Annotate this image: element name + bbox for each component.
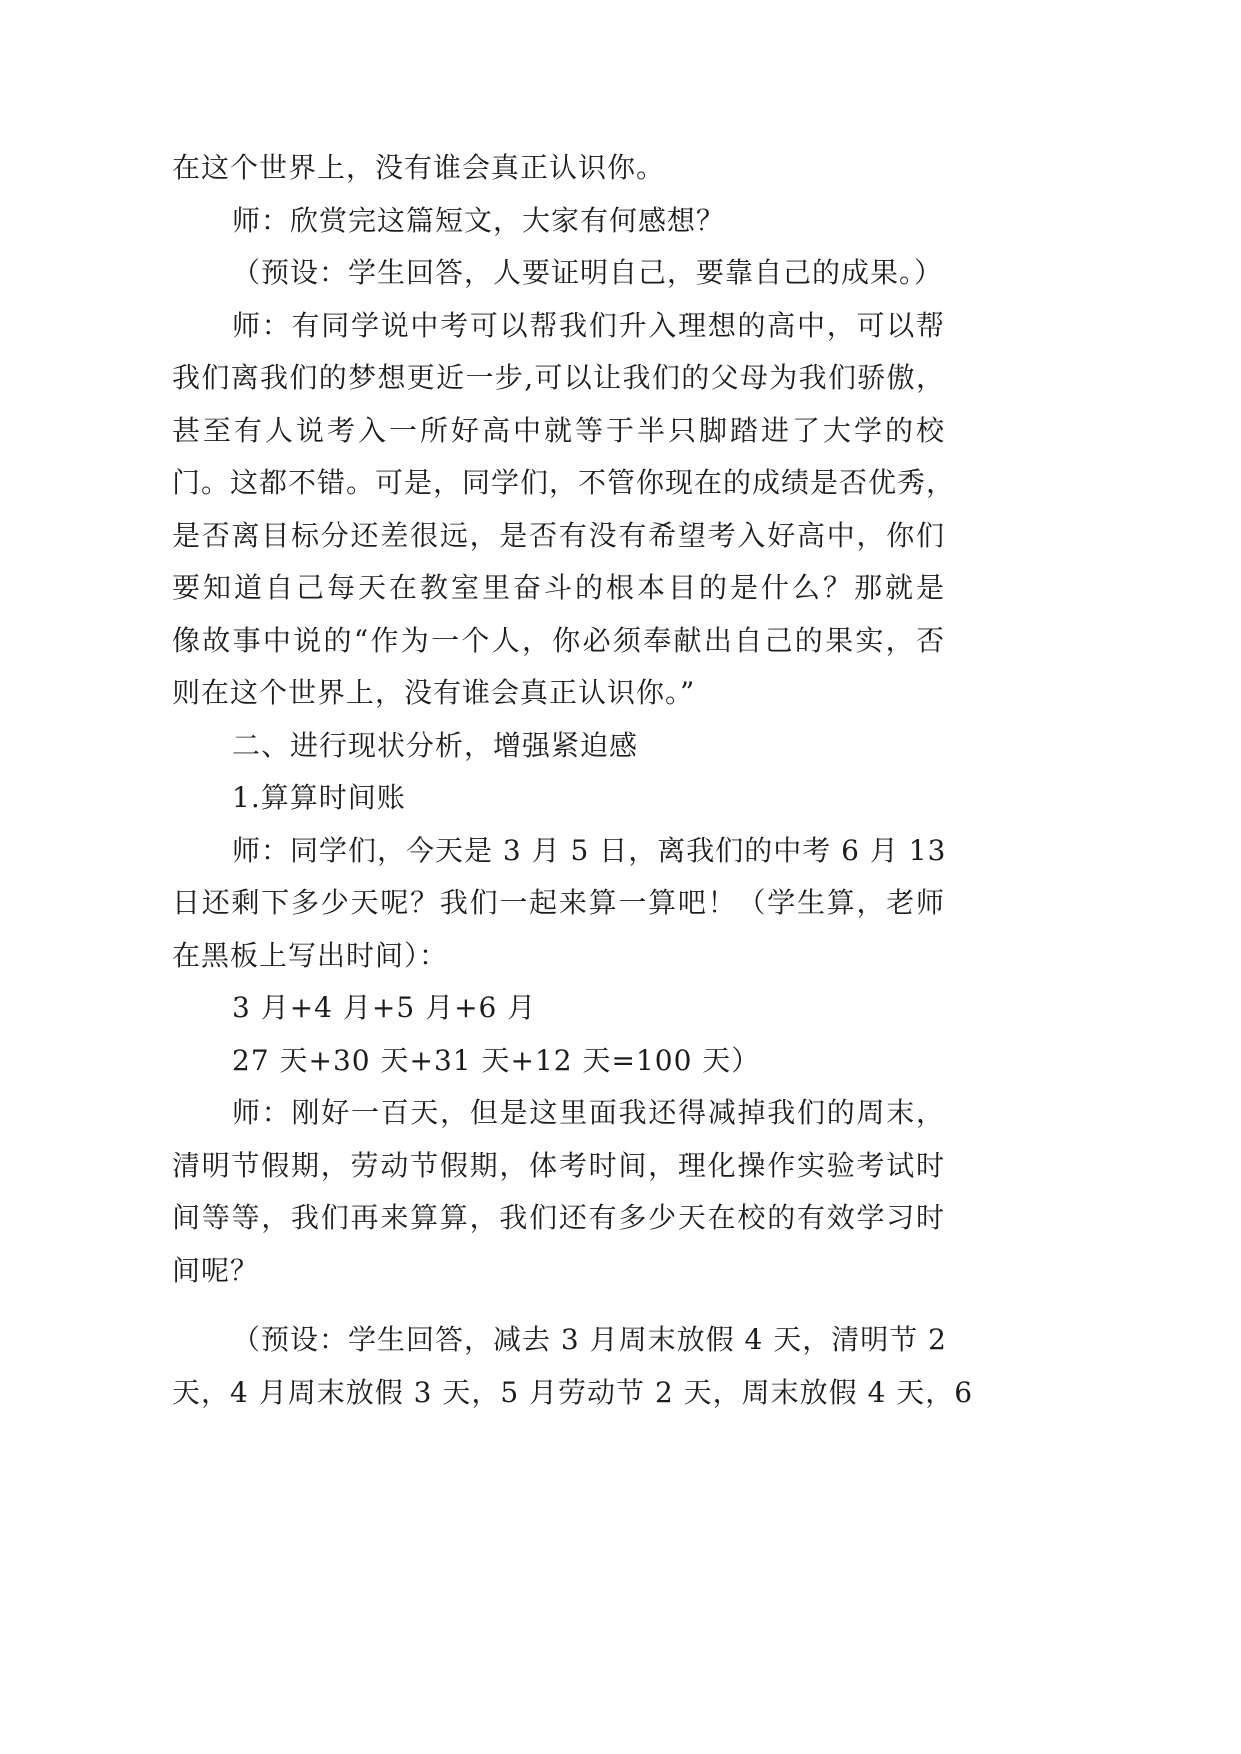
text-line: 要知道自己每天在教室里奋斗的根本目的是什么？那就是 [172, 571, 945, 604]
section-heading [172, 720, 945, 773]
text-line: 甚至有人说考入一所好高中就等于半只脚踏进了大学的校 [172, 413, 945, 447]
text-line: 是否离目标分还差很远，是否有没有希望考入好高中，你们 [172, 518, 945, 552]
text-line: 则在这个世界上，没有谁会真正认识你。” [172, 676, 696, 709]
text-line: 在黑板上写出时间）： [172, 938, 449, 972]
text-line: 师：同学们，今天是 3 月 5 日，离我们的中考 6 月 13 [232, 833, 947, 867]
text-line: 师：欣赏完这篇短文，大家有何感想？ [232, 203, 726, 237]
document-body [172, 142, 974, 1419]
calculation-days [172, 1035, 945, 1088]
paragraph-quote-ending [172, 142, 945, 195]
paragraph-teacher-effective-time [172, 1087, 945, 1297]
text-line: 日还剩下多少天呢？我们一起来算一算吧！（学生算，老师 [172, 886, 945, 919]
paragraph-teacher-question [172, 195, 945, 248]
calculation-months [172, 982, 945, 1035]
text-line: 师：刚好一百天，但是这里面我还得减掉我们的周末， [232, 1096, 945, 1129]
paragraph-teacher-count-days [172, 825, 945, 983]
text-line: 像故事中说的“作为一个人，你必须奉献出自己的果实，否 [172, 623, 945, 657]
text-line: 门。这都不错。可是，同学们，不管你现在的成绩是否优秀， [172, 466, 956, 499]
text-line: 间呢？ [172, 1253, 260, 1287]
text-line: 清明节假期，劳动节假期，体考时间，理化操作实验考试时 [172, 1148, 945, 1182]
subsection-heading-text: 1.算算时间账 [232, 781, 406, 814]
text-line: （预设：学生回答，人要证明自己，要靠自己的成果。） [232, 256, 944, 289]
calculation-line: 3 月+4 月+5 月+6 月 [232, 991, 537, 1024]
paragraph-teacher-remarks [172, 300, 956, 720]
text-line: 我们离我们的梦想更近一步,可以让我们的父母为我们骄傲， [172, 361, 945, 394]
text-line: （预设：学生回答，减去 3 月周末放假 4 天，清明节 2 [232, 1323, 947, 1356]
text-line: 师：有同学说中考可以帮我们升入理想的高中，可以帮 [232, 308, 945, 342]
paragraph-preset-answer [172, 247, 945, 300]
text-line: 在这个世界上，没有谁会真正认识你。 [172, 151, 666, 184]
paragraph-preset-answer-days [172, 1314, 974, 1419]
section-heading-text: 二、进行现状分析，增强紧迫感 [232, 728, 639, 762]
calculation-line: 27 天+30 天+31 天+12 天=100 天） [232, 1043, 761, 1077]
subsection-heading [172, 772, 945, 825]
text-line: 间等等，我们再来算算，我们还有多少天在校的有效学习时 [172, 1201, 945, 1234]
text-line: 天，4 月周末放假 3 天，5 月劳动节 2 天，周末放假 4 天，6 [172, 1375, 974, 1409]
